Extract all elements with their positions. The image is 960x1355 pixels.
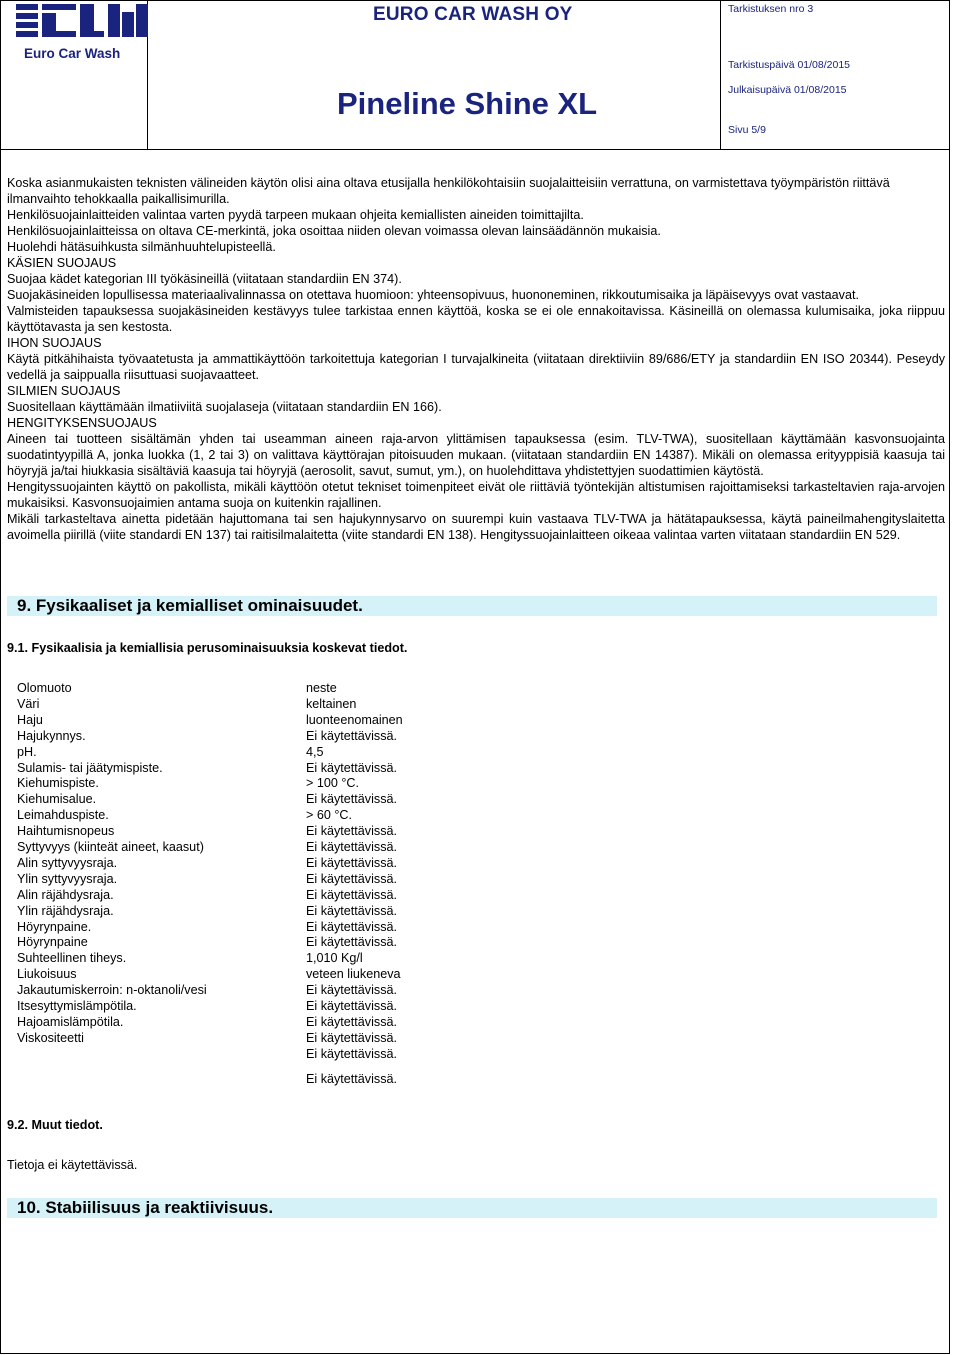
section-title: 10. Stabiilisuus ja reaktiivisuus. [17, 1198, 274, 1217]
property-label: Kiehumisalue. [17, 792, 97, 807]
paragraph: Mikäli tarkasteltava ainetta pidetään hajuttomana tai sen hajukynnysarvo on suurempi kuin vastaava TLV-TWA ja hätätapauksessa, käytä paineilmahengityslaitetta avoimella piirillä (viite standardi EN 137) tai raitisilmalaitetta (viite standardi EN 138). Hengityssuojainlaitteen oikeaa valintaa varten viitataan standardiin EN 529. [7, 512, 945, 542]
property-label: pH. [17, 744, 37, 759]
property-value: Ei käytettävissä. [306, 1072, 397, 1086]
property-value: Ei käytettävissä. [306, 824, 397, 839]
property-label: Haihtumisnopeus [17, 824, 115, 839]
paragraph: Hengityssuojainten käyttö on pakollista, mikäli käyttöön otetut tekniset toimenpiteet eivät ole riittäviä työntekijän altistumisen rajoittamiseksi tarkasteltavien raja-arvojen mukaisiksi. Kasvonsuojaimien antama suoja on kuitenkin rajallinen. [7, 480, 945, 510]
property-label: Alin räjähdysraja. [17, 887, 114, 902]
section-10-heading [7, 1198, 937, 1218]
property-value: neste [306, 681, 337, 695]
property-value: Ei käytettävissä. [306, 1046, 397, 1061]
property-value: Ei käytettävissä. [306, 935, 397, 950]
property-value: keltainen [306, 696, 357, 711]
property-label: Sulamis- tai jäätymispiste. [17, 760, 163, 775]
property-value: Ei käytettävissä. [306, 871, 397, 886]
subheading-skin: IHON SUOJAUS [7, 336, 102, 350]
subsection-9-1-heading: 9.1. Fysikaalisia ja kemiallisia perusominaisuuksia koskevat tiedot. [7, 641, 408, 655]
property-value: > 100 °C. [306, 776, 359, 791]
property-value: Ei käytettävissä. [306, 999, 397, 1013]
subheading-eyes: SILMIEN SUOJAUS [7, 384, 121, 398]
paragraph: Suojakäsineiden lopullisessa materiaalivalinnassa on otettava huomioon: yhteensopivuus, huononeminen, rikkoutumisaika ja läpäisevyys ovat vastaavat. [7, 288, 859, 302]
property-value: > 60 °C. [306, 808, 352, 823]
product-name: Pineline Shine XL [337, 86, 598, 121]
property-label: Ylin räjähdysraja. [17, 903, 114, 918]
property-label: Haju [17, 712, 43, 727]
property-label: Liukoisuus [17, 967, 77, 982]
company-logo [10, 2, 150, 64]
property-value: luonteenomainen [306, 712, 403, 727]
property-value: Ei käytettävissä. [306, 840, 397, 854]
property-label: Alin syttyvyysraja. [17, 855, 118, 870]
paragraph: Aineen tai tuotteen sisältämän yhden tai useamman aineen raja-arvon ylittämisen tapauksessa (esim. TLV-TWA), suositellaan käyttämään kasvonsuojainta suodatintyypillä A, jonka luokka (1, 2 tai 3) on valittava käyttörajan pitoisuuden mukaan. (viitataan standardiin EN 14387). Mikäli on olemassa erityyppisiä kaasuja tai höyryjä ja/tai hiukkasia sisältäviä kaasuja tai höyryjä (aerosolit, savut, sumut, ym.), on huolehdittava yhdistettyjen suodattimien käytöstä. [7, 432, 945, 478]
property-label: Syttyvyys (kiinteät aineet, kaasut) [17, 840, 204, 854]
section-9-heading [7, 596, 937, 616]
paragraph: Suojaa kädet kategorian III työkäsineillä (viitataan standardiin EN 374). [7, 272, 402, 286]
paragraph: Huolehdi hätäsuihkusta silmänhuuhtelupisteellä. [7, 240, 276, 254]
publish-date: Julkaisupäivä 01/08/2015 [728, 84, 847, 96]
paragraph: Koska asianmukaisten teknisten välineiden käytön olisi aina oltava etusijalla henkilökohtaisiin suojalaitteisiin verrattuna, on varmistettava työympäristön riittävä ilmanvaihto tehokkaalla paikallisimurilla. [7, 176, 890, 206]
euro-car-wash-logo-icon [10, 2, 150, 64]
property-label: Höyrynpaine [17, 935, 88, 950]
paragraph: Käytä pitkähihaista työvaatetusta ja ammattikäyttöön tarkoitettuja kategorian I turvajalkineita (viitataan direktiiviin 89/686/ETY ja standardiin EN ISO 20344). Peseydy vedellä ja saippualla riisuttuasi suojavaatteet. [7, 352, 945, 382]
property-label: Jakautumiskerroin: n-oktanoli/vesi [17, 983, 207, 998]
section-title: 9. Fysikaaliset ja kemialliset ominaisuudet. [17, 596, 363, 615]
paragraph: Suositellaan käyttämään ilmatiiviitä suojalaseja (viitataan standardiin EN 166). [7, 400, 442, 414]
company-name: EURO CAR WASH OY [373, 4, 573, 25]
page-number: Sivu 5/9 [728, 124, 766, 136]
paragraph: Henkilösuojainlaitteissa on oltava CE-merkintä, joka osoittaa niiden olevan voimassa olevan lainsäädännön mukaisia. [7, 224, 661, 238]
property-value: Ei käytettävissä. [306, 983, 397, 998]
logo-text: Euro Car Wash [24, 46, 121, 61]
property-value: Ei käytettävissä. [306, 887, 397, 902]
paragraph: Valmisteiden tapauksessa suojakäsineiden kestävyys tulee tarkistaa ennen käyttöä, koska se ei ole ennakoitavissa. Käsineillä on olemassa kulumisaika, joka riippuu käyttötavasta ja sen kestosta. [7, 304, 945, 334]
document-header [0, 0, 950, 150]
property-label: Höyrynpaine. [17, 919, 92, 934]
property-value: Ei käytettävissä. [306, 760, 397, 775]
exposure-controls-text [7, 175, 945, 543]
property-label: Viskositeetti [17, 1030, 84, 1045]
property-label: Suhteellinen tiheys. [17, 951, 127, 966]
property-value: Ei käytettävissä. [306, 903, 397, 918]
subsection-9-2-heading: 9.2. Muut tiedot. [7, 1118, 103, 1132]
subheading-respiratory: HENGITYKSENSUOJAUS [7, 416, 157, 430]
revision-number: Tarkistuksen nro 3 [728, 3, 814, 15]
property-value: Ei käytettävissä. [306, 1030, 397, 1045]
property-label: Kiehumispiste. [17, 776, 99, 791]
property-value: Ei käytettävissä. [306, 919, 397, 934]
property-value: Ei käytettävissä. [306, 1014, 397, 1029]
paragraph: Henkilösuojainlaitteiden valintaa varten pyydä tarpeen mukaan ohjeita kemiallisten aineiden toimittajilta. [7, 208, 584, 222]
property-label: Ylin syttyvyysraja. [17, 871, 118, 886]
property-value: veteen liukeneva [306, 967, 401, 982]
property-value: Ei käytettävissä. [306, 855, 397, 870]
property-value: 4,5 [306, 744, 324, 759]
property-value: 1,010 Kg/l [306, 951, 363, 966]
property-label: Hajoamislämpötila. [17, 1014, 124, 1029]
subheading-hands: KÄSIEN SUOJAUS [7, 256, 117, 270]
property-value: Ei käytettävissä. [306, 792, 397, 807]
property-label: Hajukynnys. [17, 728, 86, 743]
property-label: Väri [17, 696, 40, 711]
property-value: Ei käytettävissä. [306, 728, 397, 743]
property-label: Olomuoto [17, 681, 72, 695]
revision-date: Tarkistuspäivä 01/08/2015 [728, 59, 850, 71]
property-label: Itsesyttymislämpötila. [17, 999, 137, 1013]
property-label: Leimahduspiste. [17, 808, 109, 823]
other-info-text: Tietoja ei käytettävissä. [7, 1158, 138, 1172]
header-divider [720, 0, 721, 150]
